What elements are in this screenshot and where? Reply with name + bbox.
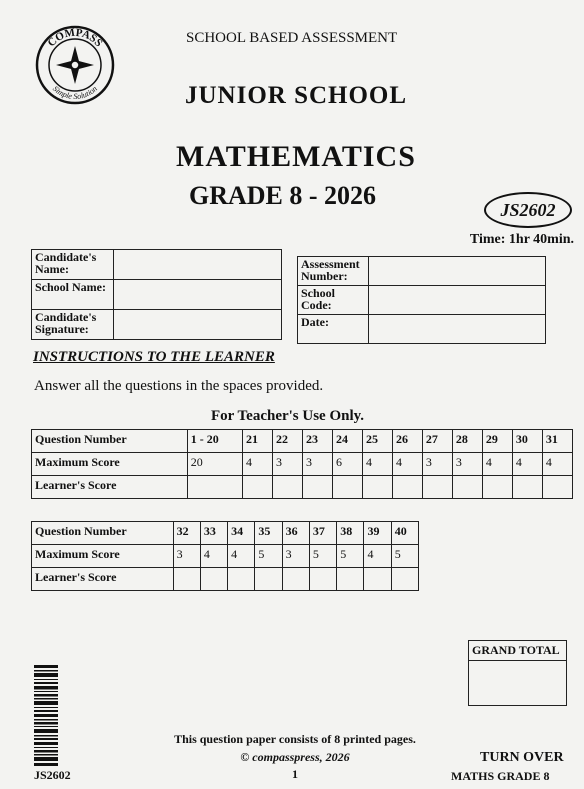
learner-score-cell[interactable] — [243, 476, 273, 499]
bottom-paper-code: JS2602 — [34, 768, 71, 782]
max-score-cell: 4 — [243, 453, 273, 476]
question-number-cell: 30 — [512, 430, 542, 453]
learner-score-label: Learner's Score — [32, 568, 174, 591]
question-number-cell: 26 — [392, 430, 422, 453]
max-score-cell: 4 — [364, 545, 391, 568]
learner-score-cell[interactable] — [200, 568, 227, 591]
question-number-cell: 21 — [243, 430, 273, 453]
teacher-use-heading: For Teacher's Use Only. — [211, 408, 365, 424]
assessment-info-table — [297, 256, 546, 344]
grand-total-field[interactable] — [469, 661, 567, 706]
max-score-cell: 6 — [332, 453, 362, 476]
max-score-cell: 4 — [392, 453, 422, 476]
candidate-signature-field[interactable] — [114, 310, 282, 340]
max-score-cell: 3 — [273, 453, 303, 476]
max-score-cell: 4 — [228, 545, 255, 568]
question-number-cell: 29 — [482, 430, 512, 453]
max-score-cell: 4 — [542, 453, 572, 476]
question-number-label: Question Number — [32, 430, 188, 453]
learner-score-cell[interactable] — [542, 476, 572, 499]
question-number-cell: 22 — [273, 430, 303, 453]
exam-time: Time: 1hr 40min. — [469, 232, 574, 247]
learner-score-cell[interactable] — [282, 568, 309, 591]
copyright-note: © compasspress, 2026 — [240, 750, 350, 764]
question-number-cell: 39 — [364, 522, 391, 545]
max-score-cell: 3 — [302, 453, 332, 476]
max-score-cell: 4 — [362, 453, 392, 476]
turn-over-note: TURN OVER — [480, 750, 564, 765]
question-number-cell: 31 — [542, 430, 572, 453]
learner-score-cell[interactable] — [482, 476, 512, 499]
school-name-field[interactable] — [114, 280, 282, 310]
subject-title: MATHEMATICS — [176, 140, 416, 173]
learner-score-cell[interactable] — [362, 476, 392, 499]
learner-score-cell[interactable] — [173, 568, 200, 591]
learner-score-cell[interactable] — [391, 568, 418, 591]
subject-grade-footer: MATHS GRADE 8 — [451, 769, 550, 783]
grand-total-label: GRAND TOTAL — [469, 641, 567, 661]
paper-code-badge: JS2602 — [484, 192, 572, 228]
max-score-cell: 4 — [482, 453, 512, 476]
max-score-cell: 4 — [200, 545, 227, 568]
school-code-label: School Code: — [298, 286, 369, 315]
question-number-cell: 28 — [452, 430, 482, 453]
max-score-cell: 3 — [282, 545, 309, 568]
question-number-cell: 40 — [391, 522, 418, 545]
compass-logo — [34, 24, 116, 106]
max-score-cell: 3 — [452, 453, 482, 476]
question-number-cell: 32 — [173, 522, 200, 545]
question-number-label: Question Number — [32, 522, 174, 545]
learner-score-cell[interactable] — [392, 476, 422, 499]
max-score-cell: 5 — [391, 545, 418, 568]
assessment-number-label: Assessment Number: — [298, 257, 369, 286]
grade-year: GRADE 8 - 2026 — [189, 181, 377, 210]
school-name-label: School Name: — [32, 280, 114, 310]
question-number-cell: 34 — [228, 522, 255, 545]
max-score-cell: 5 — [255, 545, 282, 568]
question-number-cell: 33 — [200, 522, 227, 545]
candidate-info-table — [31, 249, 282, 340]
question-number-cell: 35 — [255, 522, 282, 545]
grand-total-table — [468, 640, 567, 706]
max-score-cell: 3 — [173, 545, 200, 568]
score-table-1 — [31, 429, 573, 499]
learner-score-cell[interactable] — [309, 568, 336, 591]
candidate-signature-label: Candidate's Signature: — [32, 310, 114, 340]
candidate-name-label: Candidate's Name: — [32, 250, 114, 280]
learner-score-label: Learner's Score — [32, 476, 188, 499]
question-number-cell: 37 — [309, 522, 336, 545]
maximum-score-label: Maximum Score — [32, 453, 188, 476]
learner-score-cell[interactable] — [422, 476, 452, 499]
learner-score-cell[interactable] — [273, 476, 303, 499]
question-number-cell: 23 — [302, 430, 332, 453]
learner-score-cell[interactable] — [364, 568, 391, 591]
assessment-title: SCHOOL BASED ASSESSMENT — [186, 30, 398, 46]
learner-score-cell[interactable] — [332, 476, 362, 499]
max-score-cell: 4 — [512, 453, 542, 476]
max-score-cell: 3 — [422, 453, 452, 476]
candidate-name-field[interactable] — [114, 250, 282, 280]
pages-note: This question paper consists of 8 printed pages. — [174, 732, 416, 746]
score-table-2 — [31, 521, 419, 591]
school-code-field[interactable] — [369, 286, 546, 315]
learner-score-cell[interactable] — [187, 476, 242, 499]
question-number-cell: 25 — [362, 430, 392, 453]
assessment-number-field[interactable] — [369, 257, 546, 286]
question-number-cell: 36 — [282, 522, 309, 545]
learner-score-cell[interactable] — [228, 568, 255, 591]
max-score-cell: 5 — [309, 545, 336, 568]
barcode-icon — [34, 665, 58, 767]
svg-text:Simple Solution: Simple Solution — [51, 84, 99, 102]
learner-score-cell[interactable] — [452, 476, 482, 499]
max-score-cell: 20 — [187, 453, 242, 476]
learner-score-cell[interactable] — [337, 568, 364, 591]
instructions-text: Answer all the questions in the spaces provided. — [34, 378, 324, 394]
max-score-cell: 5 — [337, 545, 364, 568]
question-number-cell: 1 - 20 — [187, 430, 242, 453]
learner-score-cell[interactable] — [302, 476, 332, 499]
learner-score-cell[interactable] — [255, 568, 282, 591]
date-field[interactable] — [369, 315, 546, 344]
maximum-score-label: Maximum Score — [32, 545, 174, 568]
date-label: Date: — [298, 315, 369, 344]
svg-text:COMPASS: COMPASS — [45, 26, 105, 50]
question-number-cell: 38 — [337, 522, 364, 545]
instructions-heading: INSTRUCTIONS TO THE LEARNER — [33, 349, 275, 365]
school-level: JUNIOR SCHOOL — [185, 82, 408, 109]
question-number-cell: 24 — [332, 430, 362, 453]
learner-score-cell[interactable] — [512, 476, 542, 499]
page-number: 1 — [292, 767, 298, 781]
question-number-cell: 27 — [422, 430, 452, 453]
